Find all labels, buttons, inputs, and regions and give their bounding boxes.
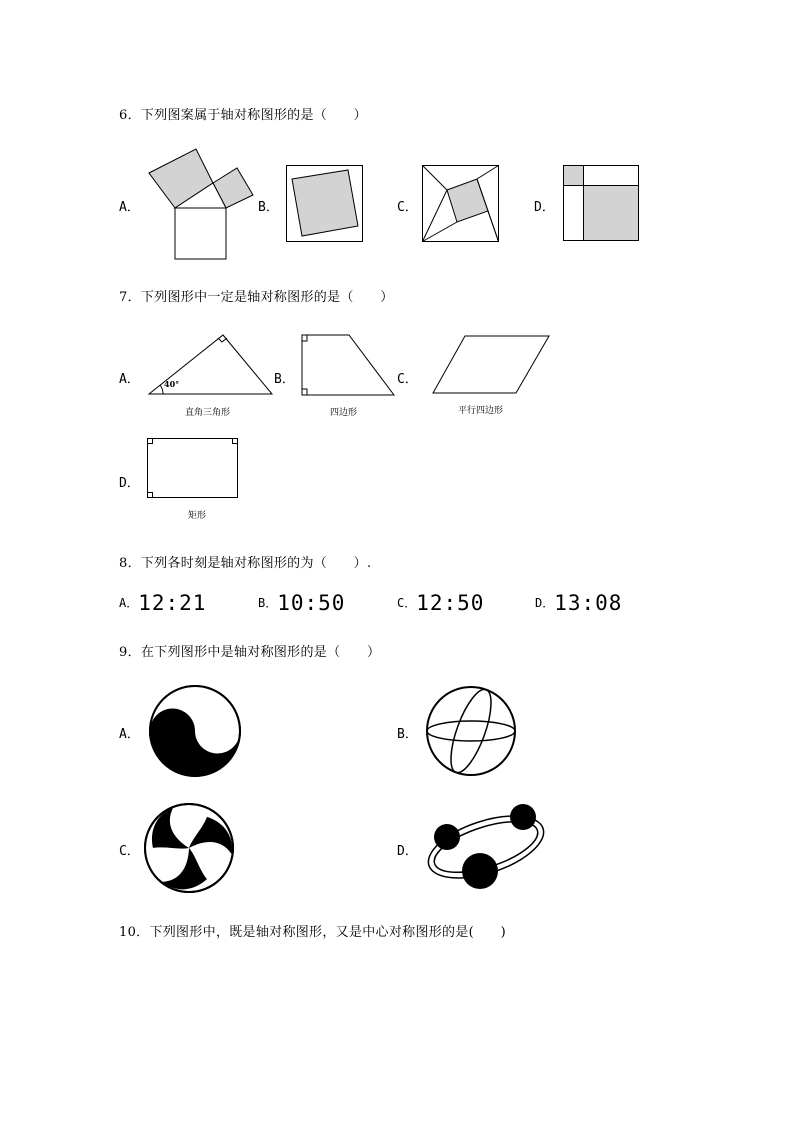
q7-caption-a: 直角三角形 — [185, 408, 231, 418]
q8-option-d-time: 13:08 — [554, 591, 623, 615]
q7-caption-d: 矩形 — [188, 511, 207, 521]
q8-option-a[interactable] — [119, 591, 206, 615]
q9-option-a-label[interactable]: A． — [119, 727, 140, 742]
q8-option-d-label: D． — [535, 596, 555, 610]
q9-figure-d-orbit-balls[interactable] — [424, 800, 552, 892]
question-6-text: 6．下列图案属于轴对称图形的是（ ） — [119, 108, 367, 123]
q6-option-c-label[interactable]: C． — [397, 200, 418, 215]
q8-option-b-time: 10:50 — [277, 591, 346, 615]
q6-figure-d-split-square[interactable] — [563, 165, 640, 242]
question-8-text: 8．下列各时刻是轴对称图形的为（ ）. — [119, 556, 372, 571]
q6-figure-b-tilted-square[interactable] — [286, 165, 364, 243]
q6-option-b-label[interactable]: B． — [258, 200, 279, 215]
q8-option-c-time: 12:50 — [416, 591, 485, 615]
q9-option-d-label[interactable]: D． — [397, 844, 418, 859]
q6-figure-a-pythagoras[interactable] — [145, 145, 260, 263]
q9-option-c-label[interactable]: C． — [119, 844, 140, 859]
q7-option-a-label[interactable]: A． — [119, 372, 140, 387]
q7-option-d-label[interactable]: D． — [119, 476, 140, 491]
question-10-text: 10．下列图形中，既是轴对称图形，又是中心对称图形的是( ) — [119, 925, 506, 940]
q7-caption-b: 四边形 — [330, 408, 358, 418]
q7-angle-label: 40° — [164, 379, 180, 389]
q8-option-c[interactable] — [397, 591, 484, 615]
question-9-text: 9．在下列图形中是轴对称图形的是（ ） — [119, 645, 381, 660]
q6-option-d-label[interactable]: D． — [534, 200, 555, 215]
q9-figure-b-sphere[interactable] — [424, 684, 518, 778]
q8-option-b-label: B． — [258, 596, 278, 610]
q7-option-c-label[interactable]: C． — [397, 372, 418, 387]
q7-figure-d-rectangle[interactable] — [146, 437, 240, 500]
q8-option-b[interactable] — [258, 591, 345, 615]
q8-option-d[interactable] — [535, 591, 622, 615]
q7-caption-c: 平行四边形 — [458, 406, 504, 416]
q9-figure-a-yin-yang[interactable] — [148, 684, 242, 778]
q6-figure-c-pinwheel-square[interactable] — [422, 165, 500, 243]
question-7-text: 7．下列图形中一定是轴对称图形的是（ ） — [119, 290, 394, 305]
q6-option-a-label[interactable]: A． — [119, 200, 140, 215]
q7-option-b-label[interactable]: B． — [274, 372, 295, 387]
q8-option-a-label: A． — [119, 596, 139, 610]
q9-option-b-label[interactable]: B． — [397, 727, 418, 742]
q8-option-a-time: 12:21 — [138, 591, 207, 615]
q8-option-c-label: C． — [397, 596, 417, 610]
q7-figure-b-quadrilateral[interactable] — [300, 334, 396, 398]
q9-figure-c-triskelion[interactable] — [143, 802, 235, 894]
q7-figure-c-parallelogram[interactable] — [432, 335, 551, 395]
